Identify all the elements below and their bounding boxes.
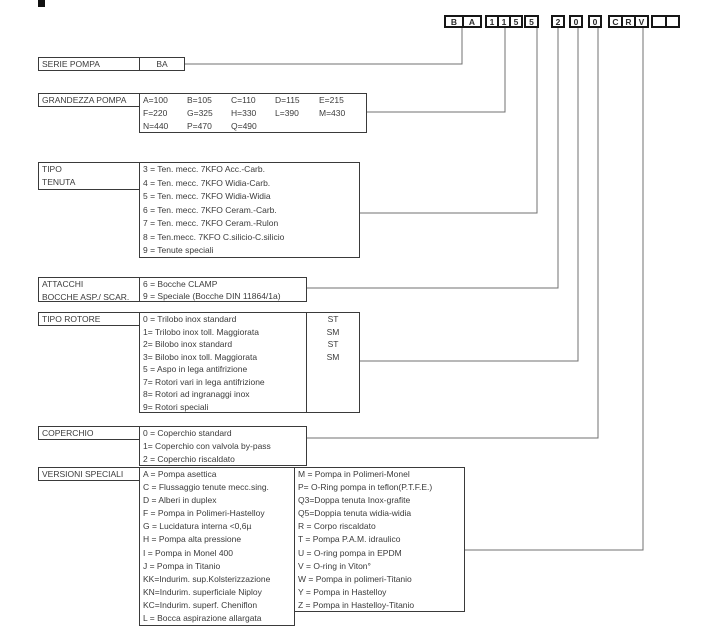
legend-row: L = Bocca aspirazione allargata [143, 613, 262, 624]
code-cell: 1 [489, 17, 495, 26]
code-group [588, 15, 602, 28]
connector-line [465, 28, 643, 550]
code-cell: 5 [509, 17, 521, 26]
table-cell: F=220 [143, 108, 168, 119]
rotore-tag [307, 388, 359, 401]
table-cell: M=430 [319, 108, 346, 119]
legend-row: T = Pompa P.A.M. idraulico [298, 534, 401, 545]
legend-row: U = O-ring pompa in EPDM [298, 547, 402, 558]
rotore-tag [307, 401, 359, 414]
code-cell: 5 [529, 17, 534, 26]
section-label-line: ATTACCHI [42, 279, 84, 289]
connector-line [367, 28, 505, 112]
legend-row: Y = Pompa in Hastelloy [298, 586, 387, 597]
legend-row: A = Pompa asettica [143, 469, 217, 479]
legend-row: 7 = Ten. mecc. 7KFO Ceram.-Rulon [143, 218, 279, 228]
legend-row: Q5=Doppia tenuta widia-widia [298, 508, 412, 519]
legend-row: 5 = Aspo in lega antifrizione [143, 364, 248, 374]
table-cell: A=100 [143, 95, 168, 105]
table-cell: C=110 [231, 95, 256, 105]
code-cell: B [450, 17, 458, 26]
legend-row: KC=Indurim. superf. Cheniflon [143, 599, 258, 610]
code-group [569, 15, 583, 28]
coperchio-list [139, 426, 307, 466]
section-label-serie-pompa: SERIE POMPA [38, 57, 140, 71]
section-label-tipo-tenuta [38, 162, 140, 190]
code-group [485, 15, 523, 28]
legend-row: M = Pompa in Polimeri-Monel [298, 469, 410, 479]
connector-line [185, 28, 462, 64]
section-label-tipo-rotore: TIPO ROTORE [38, 312, 140, 326]
rotore-tag [307, 376, 359, 389]
legend-row: 0 = Coperchio standard [143, 428, 232, 438]
legend-row: 3 = Ten. mecc. 7KFO Acc.-Carb. [143, 164, 265, 174]
section-label-versioni-speciali: VERSIONI SPECIALI [38, 467, 140, 481]
table-cell: E=215 [319, 95, 344, 105]
legend-row: 9 = Tenute speciali [143, 245, 214, 255]
legend-row: 1= Trilobo inox toll. Maggiorata [143, 326, 259, 337]
serie-pompa-value: BA [139, 57, 185, 71]
legend-row: KK=Indurim. sup.Kolsterizzazione [143, 573, 271, 584]
section-label-coperchio: COPERCHIO [38, 426, 140, 440]
section-label-grandezza-pompa: GRANDEZZA POMPA [38, 93, 140, 107]
code-cell: 2 [555, 17, 561, 26]
section-label-attacchi [38, 277, 140, 302]
connector-line [360, 28, 578, 361]
legend-row: KN=Indurim. superficiale Niploy [143, 586, 262, 597]
legend-row: 9 = Speciale (Bocche DIN 11864/1a) [143, 291, 281, 302]
rotore-tag [307, 363, 359, 376]
legend-row: D = Alberi in duplex [143, 495, 217, 506]
code-cell: C [612, 17, 619, 26]
code-cell: 0 [573, 17, 579, 26]
code-group [524, 15, 539, 28]
table-cell: H=330 [231, 108, 257, 119]
code-group [551, 15, 565, 28]
code-cell: 1 [497, 17, 509, 26]
legend-row: 6 = Bocche CLAMP [143, 279, 218, 289]
table-cell: B=105 [187, 95, 212, 105]
legend-row: I = Pompa in Monel 400 [143, 547, 234, 558]
table-cell: N=440 [143, 121, 169, 132]
table-cell: L=390 [275, 108, 299, 119]
legend-row: 4 = Ten. mecc. 7KFO Widia-Carb. [143, 177, 271, 188]
table-cell: P=470 [187, 121, 212, 132]
versioni-speciali-right-list [294, 467, 465, 612]
connector-line [360, 28, 537, 213]
legend-row: 7= Rotori vari in lega antifrizione [143, 376, 265, 387]
legend-row: 8= Rotori ad ingranaggi inox [143, 389, 250, 399]
table-cell: D=115 [275, 95, 300, 105]
table-row [140, 120, 366, 133]
legend-row: 3= Bilobo inox toll. Maggiorata [143, 351, 258, 362]
section-label-line: TIPO [42, 164, 62, 174]
tipo-tenuta-list [139, 162, 360, 258]
tipo-rotore-list [139, 312, 307, 413]
legend-row: P= O-Ring pompa in teflon(P.T.F.E.) [298, 482, 433, 493]
section-label-line: BOCCHE ASP./ SCAR. [42, 292, 130, 302]
legend-row: R = Corpo riscaldato [298, 521, 376, 532]
rotore-tag: SM [326, 351, 340, 362]
code-cell: V [634, 17, 647, 26]
legend-row: H = Pompa alta pressione [143, 534, 242, 545]
code-cell [653, 17, 665, 26]
code-cell [665, 17, 679, 26]
legend-row: F = Pompa in Polimeri-Hastelloy [143, 508, 265, 519]
legend-row: V = O-ring in Viton° [298, 560, 371, 571]
table-cell: Q=490 [231, 121, 257, 132]
code-group [608, 15, 649, 28]
section-label-line: TENUTA [42, 177, 76, 187]
table-row [140, 107, 366, 120]
legend-row: Z = Pompa in Hastelloy-Titanio [298, 599, 415, 610]
rotore-tag: ST [327, 339, 339, 349]
versioni-speciali-left-list [139, 467, 295, 626]
code-group [651, 15, 680, 28]
corner-mark [38, 0, 45, 7]
legend-row: 1= Coperchio con valvola by-pass [143, 441, 271, 452]
table-row [140, 94, 366, 107]
legend-row: 0 = Trilobo inox standard [143, 314, 237, 324]
legend-row: W = Pompa in polimeri-Titanio [298, 573, 412, 584]
legend-row: Q3=Doppa tenuta Inox-grafite [298, 495, 411, 506]
tipo-rotore-tags [306, 312, 360, 413]
code-group [444, 15, 482, 28]
legend-row: J = Pompa in Titanio [143, 560, 221, 571]
legend-row: 6 = Ten. mecc. 7KFO Ceram.-Carb. [143, 204, 277, 215]
legend-row: C = Flussaggio tenute mecc.sing. [143, 482, 269, 493]
code-cell: 0 [592, 17, 598, 26]
legend-row: 5 = Ten. mecc. 7KFO Widia-Widia [143, 191, 271, 201]
code-cell: A [462, 17, 480, 26]
legend-row: 2 = Coperchio riscaldato [143, 454, 235, 465]
legend-row: 2= Bilobo inox standard [143, 339, 233, 349]
code-cell: R [621, 17, 634, 26]
rotore-tag: ST [327, 314, 339, 324]
legend-row: G = Lucidatura interna <0,6µ [143, 521, 252, 532]
rotore-tag: SM [326, 326, 340, 337]
legend-row: 8 = Ten.mecc. 7KFO C.silicio-C.silicio [143, 231, 285, 242]
table-cell: G=325 [187, 108, 213, 119]
attacchi-list [139, 277, 307, 302]
legend-row: 9= Rotori speciali [143, 401, 209, 412]
grandezza-pompa-table [139, 93, 367, 133]
